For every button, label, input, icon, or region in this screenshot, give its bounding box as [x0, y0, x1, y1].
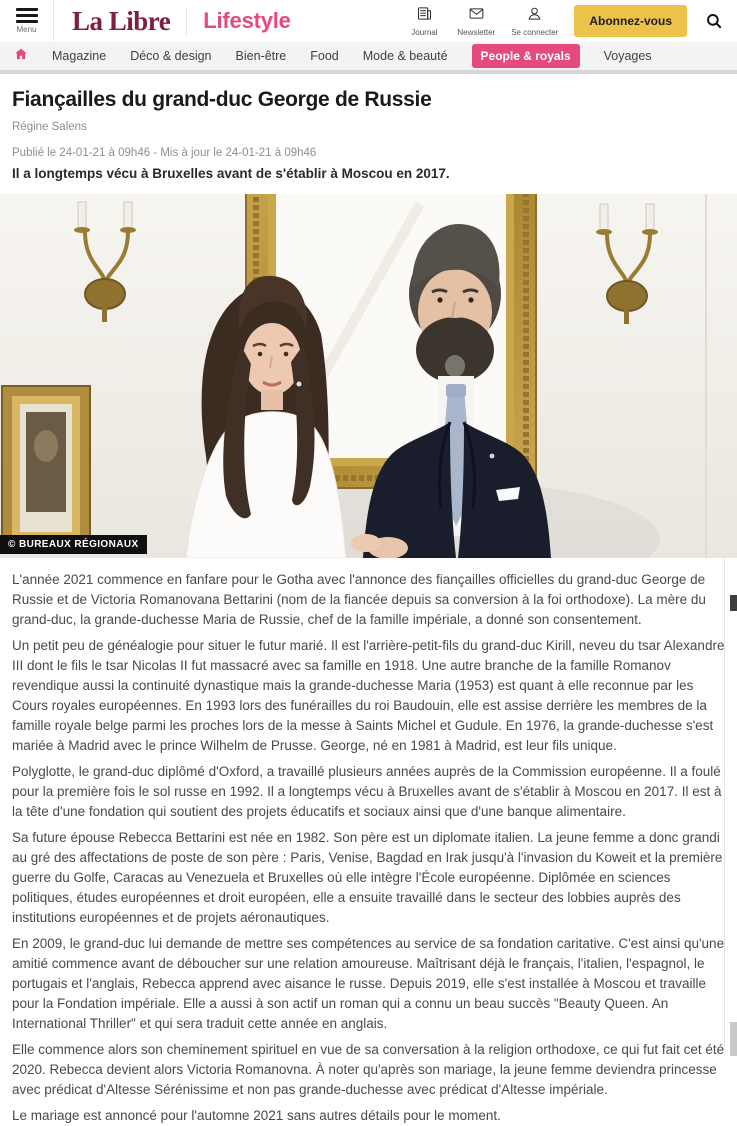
nav-item[interactable]: Food	[310, 49, 339, 63]
newsletter-icon	[468, 5, 485, 27]
nav-item[interactable]: Magazine	[52, 49, 107, 63]
page-edge-line	[724, 556, 725, 1048]
nav-item[interactable]: Bien-être	[235, 49, 287, 63]
login-button[interactable]	[511, 5, 558, 37]
menu-button[interactable]	[0, 0, 54, 42]
article-author: Régine Salens	[12, 121, 87, 133]
header-actions	[407, 5, 558, 37]
article-paragraph: L'année 2021 commence en fanfare pour le Gotha avec l'annonce des fiançailles officielles du grand-duc George de Russie et de Victoria Romanovana Bettarini (nom de la fiancée depuis sa conversion à la foi orthodoxe). La mère du grand-duc, la grande-duchesse Maria de Russie, chef de la famille impériale, a donné son consentement.	[12, 572, 706, 627]
article-paragraph: Le mariage est annoncé pour l'automne 2021 sans autres détails pour le moment.	[12, 1108, 501, 1123]
site-header	[0, 0, 737, 42]
journal-button[interactable]	[407, 5, 441, 37]
account-icon	[526, 5, 543, 27]
newsletter-label: Newsletter	[457, 28, 496, 37]
small-portrait-frame	[2, 386, 90, 550]
photo-caption: © BUREAUX RÉGIONAUX	[0, 535, 147, 554]
article-paragraph: Un petit peu de généalogie pour situer le futur marié. Il est l'arrière-petit-fils du grand-duc Kirill, neveu du tsar Alexandre III dont le fils le tsar Nicolas II fut massacré avec sa famille en 1918. Une autre branche de la famille Romanov revendique aussi la continuité dynastique mais la grande-duchesse Maria (1953) est quant à elle reconnue par les Cours royales européennes. En 1993 lors des funérailles du roi Baudouin, elle est assise derrière les membres de la famille royale belge parmi les proches lors de la messe à Saints Michel et Gudule. En 1976, la grande-duchesse s'est mariée à Madrid avec le prince Wilhelm de Prusse. George, né en 1981 à Madrid, est leur fils unique.	[12, 638, 725, 753]
search-icon[interactable]	[705, 12, 723, 30]
article-paragraph: Sa future épouse Rebecca Bettarini est née en 1982. Son père est un diplomate italien. La jeune femme a donc grandi au gré des affectations de poste de son père : Paris, Venise, Bagdad en Irak jusqu'à l'invasion du Koweit et la première guerre du Golfe, Caracas au Venezuela et Bruxelles où elle intègre l'École européenne. Diplômée en sciences politiques, études européennes et droit européen, elle a ensuite travaillé dans le secteur des lobbies auprès des institutions européennes et de projets aéronautiques.	[12, 830, 723, 925]
article-paragraph: En 2009, le grand-duc lui demande de mettre ses compétences au service de sa fondation caritative. C'est ainsi qu'une amitié commence avant de déboucher sur une relation amoureuse. Maîtrisant déjà le français, l'italien, l'espagnol, le portugais et l'anglais, Rebecca apprend avec aisance le russe. Depuis 2019, elle s'est installée à Moscou et travaille pour la Fondation impériale. Elle a aussi à son actif un roman qui a connu un beau succès "Beauty Queen. An International Thriller" et qui sera traduit cette année en anglais.	[12, 936, 725, 1031]
section-nav	[0, 42, 737, 70]
section-title[interactable]: Lifestyle	[203, 8, 291, 33]
scrollbar-thumb[interactable]	[730, 595, 737, 611]
journal-icon	[416, 5, 433, 27]
nav-bottom-strip	[0, 70, 737, 74]
nav-item[interactable]: People & royals	[472, 44, 580, 68]
article-paragraph: Elle commence alors son cheminement spirituel en vue de sa conversation à la religion orthodoxe, ce qui fut fait cet été 2020. Rebecca devient alors Victoria Romanovna. À noter qu'après son mariage, la jeune femme deviendra princesse avec prédicat d'Altesse Sérénissime et non pas grande-duchesse avec prédicat d'Altesse impériale.	[12, 1042, 725, 1097]
subscribe-button[interactable]: Abonnez-vous	[574, 5, 687, 37]
scrollbar-thumb[interactable]	[730, 1022, 737, 1056]
article-photo-illustration	[0, 194, 737, 558]
article-title: Fiançailles du grand-duc George de Russie	[12, 88, 432, 111]
brand-logo[interactable]: La Libre	[72, 6, 171, 36]
journal-label: Journal	[411, 28, 438, 37]
home-button[interactable]	[14, 47, 28, 66]
article-photo	[0, 194, 737, 558]
menu-label: Menu	[16, 25, 37, 34]
article-lead: Il a longtemps vécu à Bruxelles avant de s'établir à Moscou en 2017.	[12, 166, 450, 181]
home-icon	[14, 47, 28, 66]
nav-item[interactable]: Déco & design	[130, 49, 212, 63]
login-label: Se connecter	[511, 28, 559, 37]
article-paragraph: Polyglotte, le grand-duc diplômé d'Oxford, a travaillé plusieurs années auprès de la Commission européenne. Il a foulé pour la première fois le sol russe en 1992. Il a longtemps vécu à Bruxelles avant de s'établir à Moscou en 2017. Il est à la tête d'une fondation qui soutient des projets éducatifs et sociaux ainsi que d'une banque alimentaire.	[12, 764, 722, 819]
newsletter-button[interactable]	[457, 5, 495, 37]
article-published-line: Publié le 24-01-21 à 09h46 - Mis à jour le 24-01-21 à 09h46	[12, 147, 317, 159]
article-body	[12, 570, 725, 1126]
article	[0, 88, 737, 1126]
hamburger-icon	[16, 8, 38, 23]
nav-item[interactable]: Voyages	[603, 49, 652, 63]
nav-item[interactable]: Mode & beauté	[362, 49, 448, 63]
